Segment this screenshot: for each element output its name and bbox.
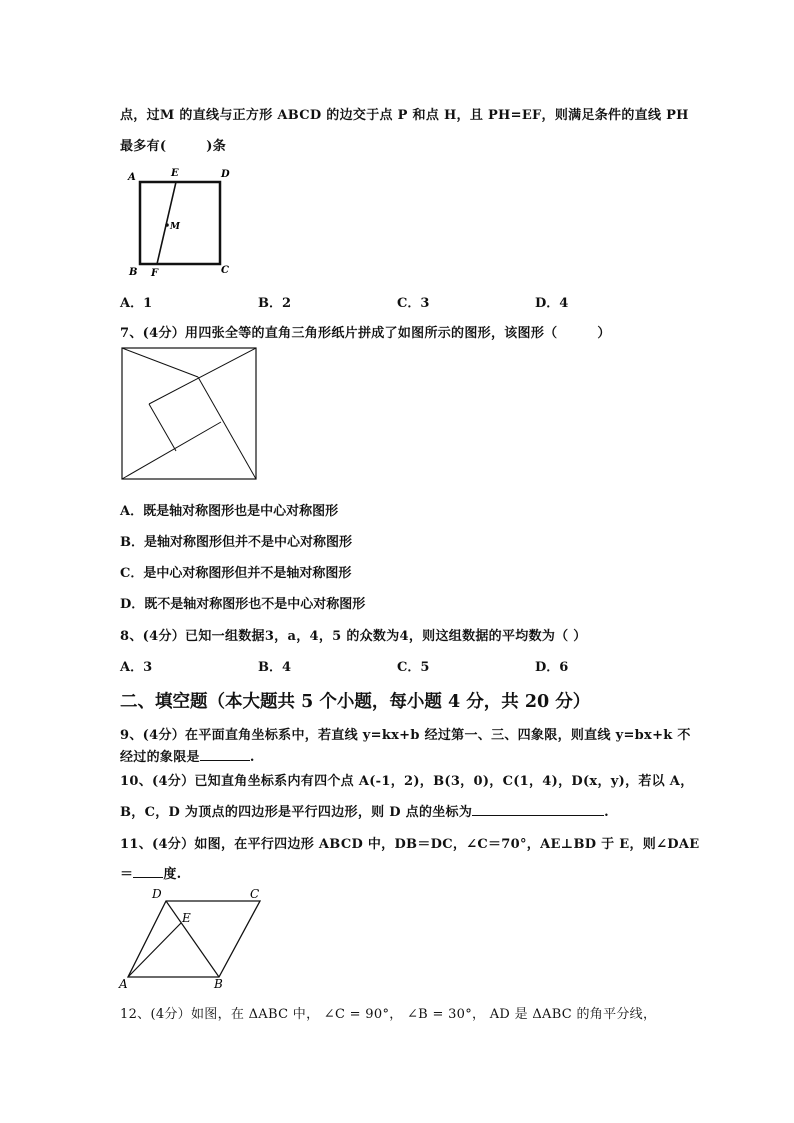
label-a: A	[119, 977, 128, 991]
label-d: D	[152, 887, 162, 901]
q10-line2-suffix: .	[604, 805, 609, 820]
section-2-heading: 二、填空题（本大题共 5 个小题，每小题 4 分，共 20 分）	[120, 692, 591, 712]
q7-option-a: A．既是轴对称图形也是中心对称图形	[120, 504, 339, 519]
q11-line2-suffix: 度.	[163, 867, 182, 882]
q6-square-figure	[120, 165, 240, 280]
q6-option-b: B．2	[258, 296, 292, 311]
q9-line1: 9、(4分）在平面直角坐标系中，若直线 y=kx+b 经过第一、三、四象限，则直线 y=bx+k 不	[120, 728, 691, 743]
q8-option-a: A．3	[120, 660, 153, 675]
q7-option-c: C．是中心对称图形但并不是轴对称图形	[120, 566, 352, 581]
q11-parallelogram-figure	[118, 885, 268, 990]
q7-pinwheel-figure	[121, 347, 257, 480]
parallelogram-abcd	[128, 901, 260, 977]
label-c: C	[250, 887, 260, 901]
q10-line2-prefix: B，C，D 为顶点的四边形是平行四边形，则 D 点的坐标为	[120, 805, 473, 820]
q6-line1: 点，过M 的直线与正方形 ABCD 的边交于点 P 和点 H，且 PH=EF，则满足条件的直线 PH	[120, 108, 689, 123]
q9-line2-suffix: .	[249, 750, 255, 765]
label-b: B	[214, 977, 223, 991]
label-e: E	[182, 911, 191, 925]
label-f: F	[151, 268, 159, 279]
label-m: M	[170, 222, 180, 232]
q11-line2	[120, 863, 181, 882]
point-m	[165, 223, 169, 227]
label-e: E	[171, 168, 179, 179]
q10-line2	[120, 801, 609, 820]
q11-line1: 11、(4分）如图，在平行四边形 ABCD 中，DB＝DC，∠C＝70°，AE⊥BD 于 E，则∠DAE	[120, 837, 700, 852]
q10-line1: 10、(4分）已知直角坐标系内有四个点 A(-1，2)，B(3，0)，C(1，4)，D(x，y)，若以 A，	[120, 774, 694, 789]
q8-option-b: B．4	[258, 660, 292, 675]
q9-line2	[120, 746, 255, 765]
q9-answer-blank[interactable]	[200, 748, 250, 761]
q6-option-c: C．3	[397, 296, 430, 311]
q11-answer-blank[interactable]	[133, 865, 163, 878]
q12-stem: 12、(4分）如图，在 ΔABC 中， ∠C = 90°， ∠B = 30°， AD 是 ΔABC 的角平分线，	[120, 1007, 657, 1022]
q8-option-c: C．5	[397, 660, 430, 675]
q6-option-a: A．1	[120, 296, 153, 311]
square-abcd	[140, 182, 220, 264]
q10-answer-blank[interactable]	[472, 803, 604, 816]
label-b: B	[129, 267, 138, 278]
q8-stem: 8、(4分）已知一组数据3，a，4，5 的众数为4，则这组数据的平均数为（ ）	[120, 629, 587, 644]
label-c: C	[221, 265, 229, 276]
q8-option-d: D．6	[535, 660, 569, 675]
q7-stem: 7、(4分）用四张全等的直角三角形纸片拼成了如图所示的图形，该图形（ ）	[120, 326, 611, 341]
q7-option-d: D．既不是轴对称图形也不是中心对称图形	[120, 597, 366, 612]
segment-ae	[128, 923, 181, 977]
label-a: A	[128, 172, 136, 183]
q9-line2-prefix: 经过的象限是	[120, 750, 200, 765]
q6-line2: 最多有( )条	[120, 139, 227, 154]
diagonal-db	[166, 901, 219, 977]
label-d: D	[221, 169, 230, 180]
q6-option-d: D．4	[535, 296, 569, 311]
q11-line2-prefix: ＝	[120, 867, 134, 882]
q7-option-b: B．是轴对称图形但并不是中心对称图形	[120, 535, 352, 550]
